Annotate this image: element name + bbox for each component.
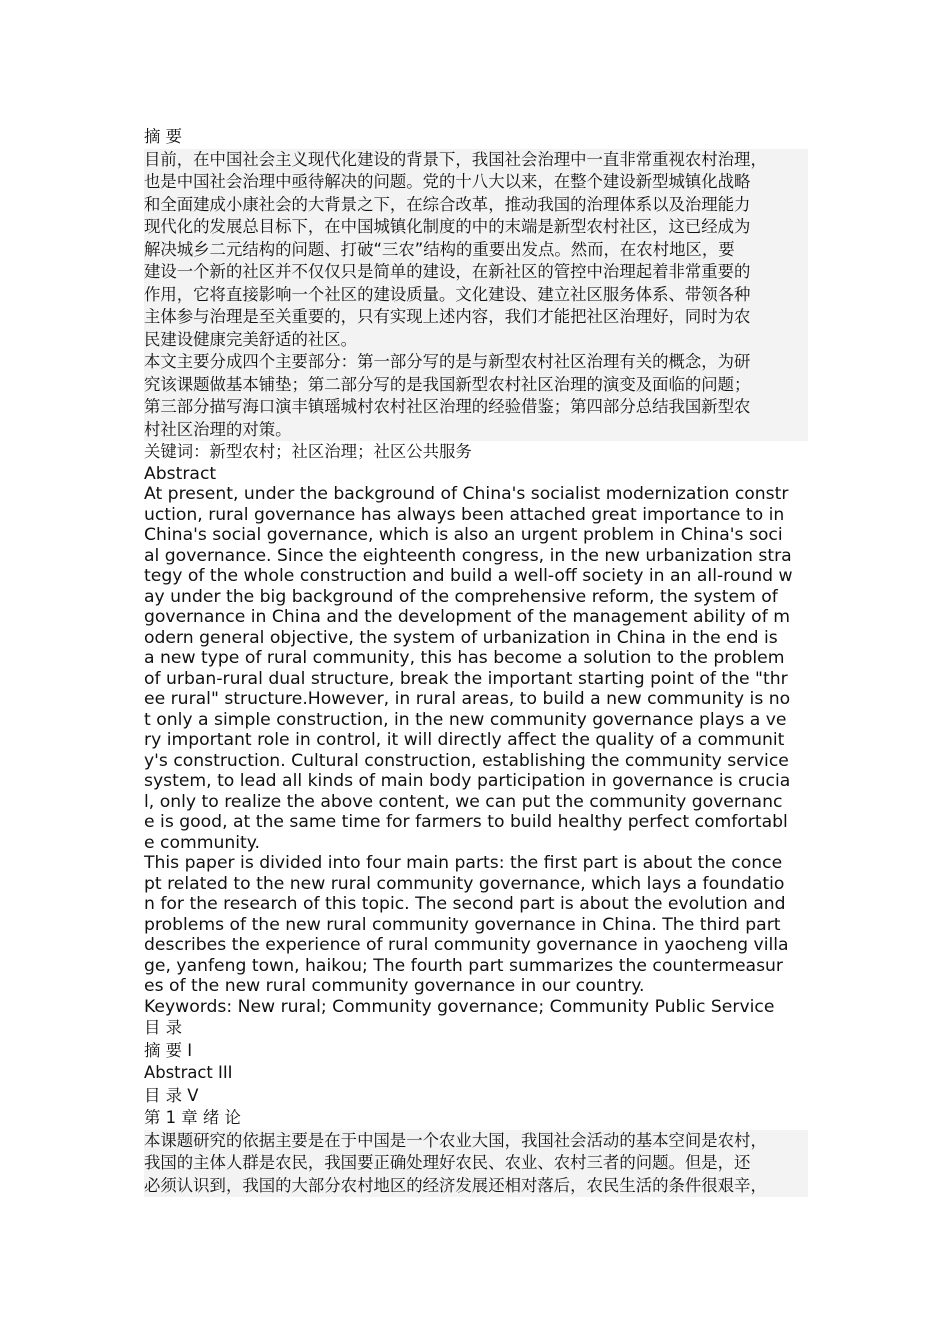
abstract-en-paragraph-1 (144, 484, 808, 853)
abstract-en-paragraph-2 (144, 853, 808, 997)
text-line: 和全面建成小康社会的大背景之下，在综合改革，推动我国的治理体系以及治理能力 (144, 194, 808, 217)
text-line: 目前，在中国社会主义现代化建设的背景下，我国社会治理中一直非常重视农村治理， (144, 149, 808, 172)
text-line: l, only to realize the above content, we can put the community governanc (144, 791, 783, 812)
text-line: This paper is divided into four main parts: the first part is about the conce (144, 853, 783, 873)
text-line: ge, yanfeng town, haikou; The fourth part summarizes the countermeasur (144, 955, 783, 976)
text-line: y's construction. Cultural construction, establishing the community service (144, 750, 789, 771)
text-line: 民建设健康完美舒适的社区。 (144, 329, 808, 352)
abstract-en-keywords: Keywords: New rural; Community governance; Community Public Service (144, 996, 775, 1017)
text-line: ee rural" structure.However, in rural areas, to build a new community is no (144, 689, 791, 709)
abstract-cn-keywords: 关键词：新型农村；社区治理；社区公共服务 (144, 442, 472, 461)
text-line: system, to lead all kinds of main body participation in governance is crucia (144, 771, 791, 791)
text-line: a new type of rural community, this has become a solution to the problem (144, 648, 785, 668)
text-line: al governance. Since the eighteenth congress, in the new urbanization stra (144, 545, 792, 566)
text-line: n for the research of this topic. The second part is about the evolution and (144, 894, 786, 914)
text-line: governance in China and the development of the management ability of m (144, 607, 790, 627)
text-line: es of the new rural community governance in our country. (144, 976, 645, 996)
text-line: e is good, at the same time for farmers to build healthy perfect comfortabl (144, 812, 788, 832)
text-line: odern general objective, the system of urbanization in China in the end is (144, 627, 778, 648)
text-line: 必须认识到，我国的大部分农村地区的经济发展还相对落后，农民生活的条件很艰辛， (144, 1175, 808, 1198)
text-line: China's social governance, which is also an urgent problem in China's soci (144, 525, 783, 545)
text-line: 我国的主体人群是农民，我国要正确处理好农民、农业、农村三者的问题。但是，还 (144, 1152, 808, 1175)
text-line: pt related to the new rural community governance, which lays a foundatio (144, 873, 785, 894)
document-page (144, 126, 808, 1197)
chapter-1-heading: 第 1 章 绪 论 (144, 1108, 241, 1127)
text-line: 主体参与治理是至关重要的，只有实现上述内容，我们才能把社区治理好，同时为农 (144, 306, 808, 329)
abstract-cn-paragraph-1 (144, 149, 808, 352)
abstract-cn-paragraph-2 (144, 351, 808, 441)
text-line: of urban-rural dual structure, break the important starting point of the "thr (144, 668, 788, 689)
text-line: 村社区治理的对策。 (144, 419, 808, 442)
text-line: 第三部分描写海口演丰镇瑶城村农村社区治理的经验借鉴；第四部分总结我国新型农 (144, 396, 808, 419)
text-line: uction, rural governance has always been attached great importance to in (144, 504, 785, 525)
text-line: e community. (144, 832, 260, 853)
text-line: 解决城乡二元结构的问题、打破“三农”结构的重要出发点。然而，在农村地区，要 (144, 239, 808, 262)
abstract-cn-heading: 摘 要 (144, 127, 182, 146)
text-line: describes the experience of rural community governance in yaocheng villa (144, 935, 789, 955)
text-line: At present, under the background of China's socialist modernization constr (144, 484, 789, 504)
text-line: 现代化的发展总目标下，在中国城镇化制度的中的末端是新型农村社区，这已经成为 (144, 216, 808, 239)
text-line: 本文主要分成四个主要部分：第一部分写的是与新型农村社区治理有关的概念，为研 (144, 351, 808, 374)
toc-entry: Abstract III (144, 1063, 233, 1082)
toc-entry: 目 录 V (144, 1085, 199, 1105)
chapter-1-paragraph-1 (144, 1130, 808, 1198)
text-line: 建设一个新的社区并不仅仅只是简单的建设，在新社区的管控中治理起着非常重要的 (144, 261, 808, 284)
toc-entry: 摘 要 I (144, 1040, 193, 1060)
text-line: 本课题研究的依据主要是在于中国是一个农业大国，我国社会活动的基本空间是农村， (144, 1130, 808, 1153)
text-line: t only a simple construction, in the new community governance plays a ve (144, 709, 787, 730)
text-line: 究该课题做基本铺垫；第二部分写的是我国新型农村社区治理的演变及面临的问题； (144, 374, 808, 397)
text-line: ry important role in control, it will directly affect the quality of a communit (144, 730, 785, 750)
text-line: tegy of the whole construction and build a well-off society in an all-round w (144, 566, 793, 586)
text-line: 也是中国社会治理中亟待解决的问题。党的十八大以来，在整个建设新型城镇化战略 (144, 171, 808, 194)
toc-heading: 目 录 (144, 1018, 182, 1037)
text-line: problems of the new rural community governance in China. The third part (144, 914, 781, 935)
text-line: 作用，它将直接影响一个社区的建设质量。文化建设、建立社区服务体系、带领各种 (144, 284, 808, 307)
text-line: ay under the big background of the comprehensive reform, the system of (144, 586, 778, 607)
abstract-en-heading: Abstract (144, 463, 217, 484)
